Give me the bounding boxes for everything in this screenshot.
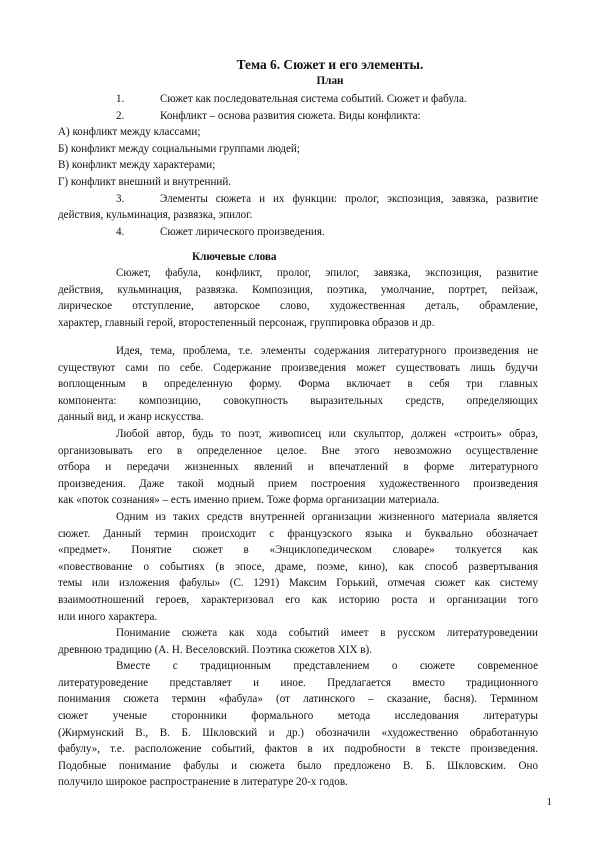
text-line: Сюжет, фабула, конфликт, пролог, эпилог, завязка, экспозиция, развитие (116, 267, 538, 279)
text-line: (Жирмунский В., В. Б. Шкловский и др.) обозначили «художественно обработанную (58, 726, 538, 739)
document-title: Тема 6. Сюжет и его элементы. (236, 57, 424, 72)
text-line: получило широкое распространение в литературе 20-х годов. (58, 776, 348, 789)
plan-item (58, 91, 538, 108)
text-line: Подобные понимание фабулы и сюжета было предложено В. Б. Шкловским. Оно (58, 759, 538, 772)
text-line: характер, главный герой, второстепенный персонаж, группировка образов и др. (58, 316, 435, 329)
text-line: Идея, тема, проблема, т.е. элементы содержания литературного произведения не (116, 345, 538, 357)
text-line: существуют сами по себе. Содержание произведения может существовать лишь будучи (58, 361, 538, 374)
text-line: Одним из таких средств внутренней организации жизненного материала является (116, 510, 538, 523)
text-line: Любой автор, будь то поэт, живописец или скульптор, должен «строить» образ, (116, 427, 538, 440)
text-line: отбора и передачи жизненных явлений и впечатлений в форме литературного (58, 461, 538, 474)
text-line: произведения. Даже такой модный прием построения художественного произведения (58, 477, 538, 490)
text-line: «предмет». Понятие сюжет в «Энциклопедическом словаре» толкуется как (58, 544, 538, 557)
text-line: данный вид, и жанр искусства. (58, 411, 204, 424)
text-line: сюжет. Данный термин происходит с французского языка и буквально обозначает (58, 527, 538, 540)
plan-item-number: 1. (116, 93, 125, 105)
plan-item-text: Сюжет лирического произведения. (160, 225, 325, 238)
plan-item (58, 207, 538, 224)
text-line: взаимоотношений героев, характеризовал его как историю роста и организации того (58, 593, 538, 606)
text-line: организовывать его в определенное целое. Вне этого невозможно осуществление (58, 444, 538, 457)
plan-item (58, 141, 538, 158)
text-line: действия, кульминация, развязка. Композиция, поэтика, умолчание, портрет, пейзаж, (58, 283, 538, 296)
plan-item (58, 124, 538, 141)
plan-item (58, 108, 538, 125)
plan-item-text: действия, кульминация, развязка, эпилог. (58, 209, 253, 222)
text-line: лирическое отступление, авторское слово, художественная деталь, обрамление, (58, 300, 538, 313)
plan-item-text: Г) конфликт внешний и внутренний. (58, 175, 232, 188)
plan-item-number: 3. (116, 192, 125, 205)
plan-item (58, 191, 538, 208)
plan-item (58, 157, 538, 174)
plan-item-text: А) конфликт между классами; (58, 126, 201, 139)
keywords-heading: Ключевые слова (192, 251, 277, 263)
text-line: Вместе с традиционным представлением о сюжете современное (116, 660, 538, 673)
plan-item-text: Б) конфликт между социальными группами людей; (58, 142, 300, 155)
plan-item-text: Элементы сюжета и их функции: пролог, экспозиция, завязка, развитие (160, 192, 538, 205)
text-line: компонента: композицию, совокупность выразительных средств, определяющих (58, 394, 538, 407)
plan-item-number: 4. (116, 225, 125, 238)
body-text (58, 343, 538, 791)
text-line: фабулу», т.е. расположение событий, фактов в их подробности в тексте произведения. (58, 743, 538, 756)
plan-heading: План (316, 75, 344, 87)
text-line: воплощенным в определенную форму. Форма включает в себя три главных (58, 378, 538, 391)
plan-item-number: 2. (116, 109, 125, 122)
plan-list (58, 91, 538, 240)
text-line: или иного характера. (58, 610, 158, 623)
plan-item (58, 224, 538, 241)
plan-item (58, 174, 538, 191)
text-line: понимания сюжета термин «фабула» (от латинского – сказание, басня). Термином (58, 693, 538, 706)
text-line: темы или изложения фабулы» (С. 1291) Максим Горький, отмечая сюжет как систему (58, 577, 538, 590)
text-line: сюжет ученые сторонники формального метода исследования литературы (58, 710, 538, 723)
plan-item-text: Сюжет как последовательная система событий. Сюжет и фабула. (160, 93, 467, 105)
text-line: «повествование о событиях (в эпосе, драме, поэме, кино), как способ развертывания (58, 560, 538, 573)
text-line: Понимание сюжета как хода событий имеет в русском литературоведении (116, 627, 538, 640)
keywords-paragraph (58, 265, 538, 331)
page-number: 1 (546, 796, 552, 808)
text-line: как «поток сознания» – есть именно прием. Тоже форма организации материала. (58, 494, 440, 507)
text-line: литературоведение представляет и иное. Предлагается вместо традиционного (58, 676, 538, 689)
plan-item-text: В) конфликт между характерами; (58, 159, 216, 172)
text-line: древнюю традицию (А. Н. Веселовский. Поэтика сюжетов XIX в). (58, 643, 372, 656)
plan-item-text: Конфликт – основа развития сюжета. Виды конфликта: (160, 109, 421, 122)
